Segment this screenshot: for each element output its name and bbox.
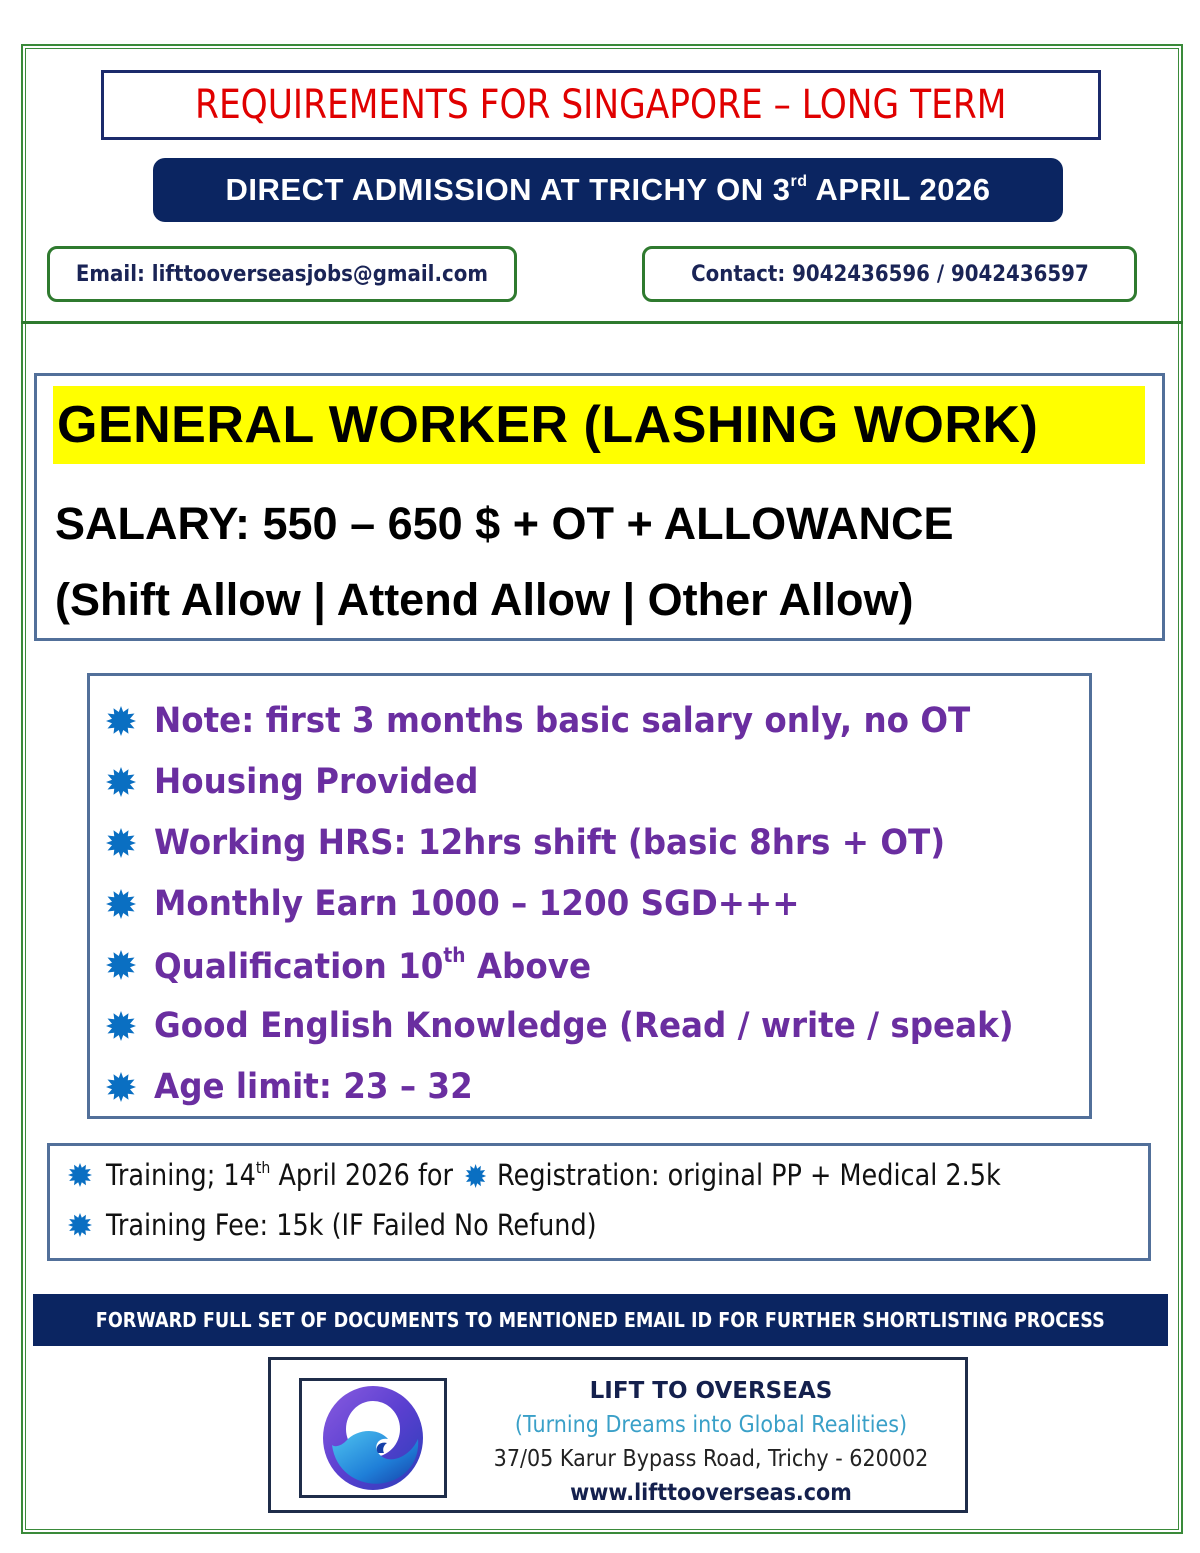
training-box [47, 1143, 1151, 1261]
contact-box[interactable] [642, 246, 1137, 302]
requirement-text: Working HRS: 12hrs shift (basic 8hrs + OT) [154, 822, 946, 863]
logo-frame [299, 1378, 447, 1498]
job-title: GENERAL WORKER (LASHING WORK) [57, 396, 1039, 454]
list-item [106, 1056, 1078, 1117]
starburst-icon [106, 1011, 136, 1041]
list-item [106, 995, 1078, 1056]
qualification-suffix: Above [465, 946, 592, 987]
company-tagline: (Turning Dreams into Global Realities) [514, 1412, 908, 1438]
requirement-text: Age limit: 23 – 32 [154, 1066, 473, 1107]
starburst-icon [106, 950, 136, 980]
requirements-box [87, 673, 1092, 1119]
training-row [68, 1158, 1123, 1192]
header-divider [21, 321, 1183, 324]
forward-notice: FORWARD FULL SET OF DOCUMENTS TO MENTIONED EMAIL ID FOR FURTHER SHORTLISTING PROCESS [96, 1308, 1105, 1332]
list-item [106, 934, 1078, 995]
requirement-text: Monthly Earn 1000 – 1200 SGD+++ [154, 883, 800, 924]
starburst-icon [68, 1213, 92, 1237]
requirement-text: Note: first 3 months basic salary only, no OT [154, 700, 971, 741]
admission-banner [153, 158, 1063, 222]
list-item [106, 751, 1078, 812]
page-title-box [101, 70, 1101, 140]
company-website-link[interactable]: www.lifttooverseas.com [570, 1480, 852, 1506]
qualification-ordinal: th [443, 942, 466, 967]
admission-text [226, 172, 991, 208]
admission-ordinal: rd [790, 173, 808, 190]
company-address: 37/05 Karur Bypass Road, Trichy - 620002 [493, 1446, 929, 1472]
training-date-prefix: Training; 14 [106, 1158, 256, 1192]
phone-numbers[interactable]: Contact: 9042436596 / 9042436597 [690, 261, 1089, 287]
starburst-icon [465, 1164, 486, 1188]
admission-prefix: DIRECT ADMISSION AT TRICHY ON 3 [225, 172, 791, 207]
allowance-text: (Shift Allow | Attend Allow | Other Allow) [55, 574, 914, 625]
list-item [106, 812, 1078, 873]
requirement-text: Housing Provided [154, 761, 479, 802]
training-date-ordinal: th [255, 1158, 271, 1177]
training-fee-text: Training Fee: 15k (IF Failed No Refund) [106, 1208, 597, 1242]
forward-notice-banner [33, 1294, 1168, 1346]
requirements-list [106, 690, 1078, 1117]
starburst-icon [106, 889, 136, 919]
list-item [106, 690, 1078, 751]
admission-date: APRIL 2026 [807, 172, 991, 207]
company-info [461, 1374, 961, 1510]
requirement-text [154, 943, 591, 987]
training-row [68, 1208, 664, 1242]
starburst-icon [106, 1072, 136, 1102]
page-title: REQUIREMENTS FOR SINGAPORE – LONG TERM [195, 82, 1007, 128]
starburst-icon [68, 1163, 92, 1187]
training-date-suffix: April 2026 for [270, 1158, 454, 1192]
qualification-prefix: Qualification 10 [154, 946, 444, 987]
salary-text: SALARY: 550 – 650 $ + OT + ALLOWANCE [55, 498, 954, 549]
job-details-box [34, 373, 1165, 641]
list-item [106, 873, 1078, 934]
starburst-icon [106, 828, 136, 858]
email-box[interactable] [47, 246, 517, 302]
company-name: LIFT TO OVERSEAS [589, 1378, 833, 1404]
registration-text: Registration: original PP + Medical 2.5k [497, 1158, 1001, 1192]
starburst-icon [106, 767, 136, 797]
company-footer [268, 1357, 968, 1513]
training-text [106, 1158, 1001, 1192]
email-link[interactable]: Email: lifttooverseasjobs@gmail.com [75, 261, 489, 287]
starburst-icon [106, 706, 136, 736]
wave-circle-logo-icon [318, 1383, 428, 1493]
job-title-highlight [53, 386, 1145, 464]
requirement-text: Good English Knowledge (Read / write / speak) [154, 1005, 1014, 1046]
